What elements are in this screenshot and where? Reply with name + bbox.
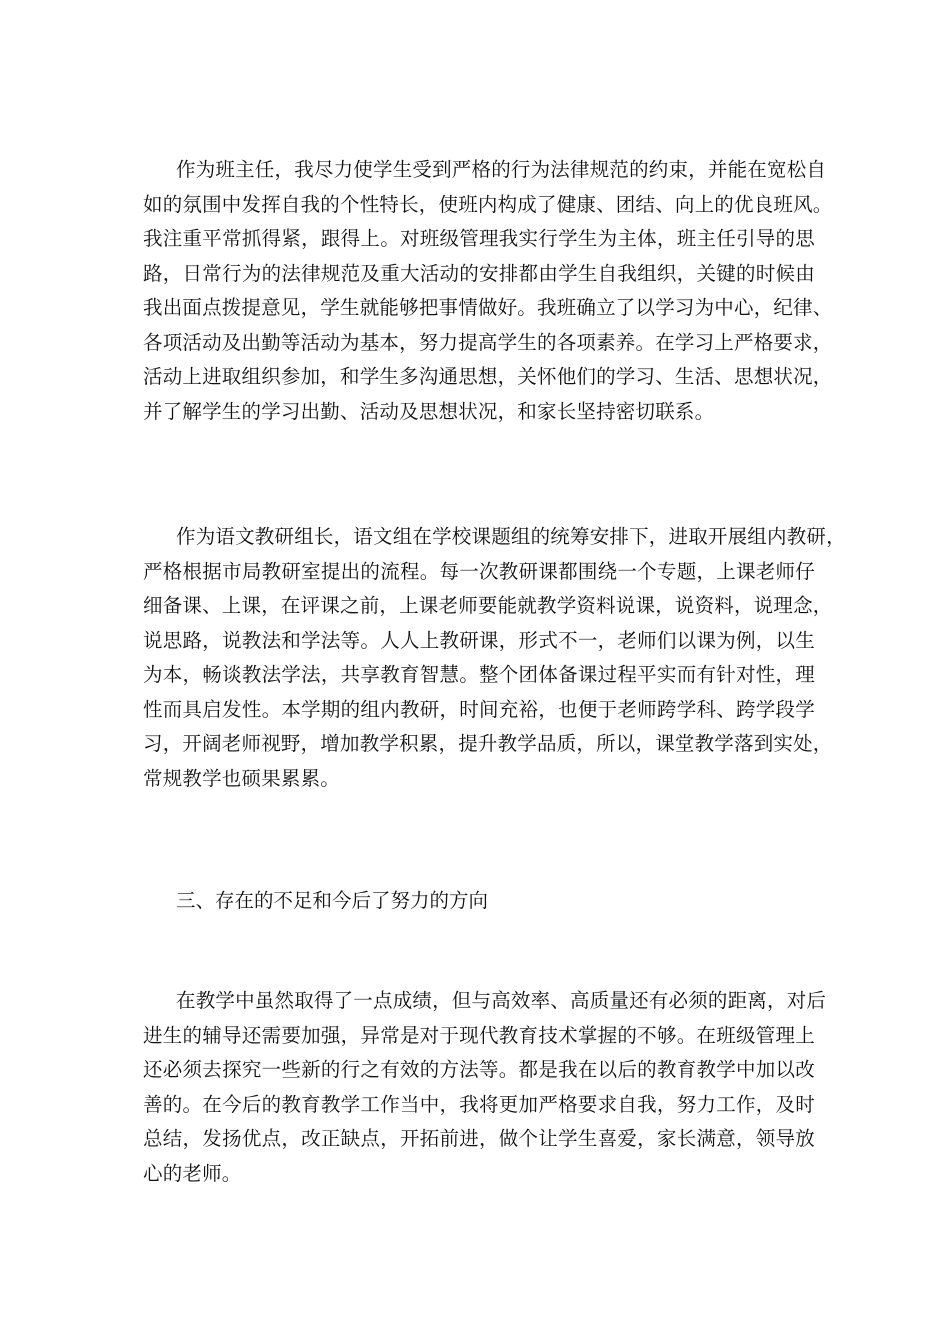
paragraph-line: 常规教学也硕果累累。 xyxy=(143,766,341,790)
paragraph-line: 说思路，说教法和学法等。人人上教研课，形式不一，老师们以课为例，以生 xyxy=(143,628,815,652)
paragraph-line: 我出面点拨提意见，学生就能够把事情做好。我班确立了以学习为中心，纪律、 xyxy=(143,296,833,319)
paragraph-line: 还必须去探究一些新的行之有效的方法等。都是我在以后的教育教学中加以改 xyxy=(143,1058,815,1081)
paragraph-line: 如的氛围中发挥自我的个性特长，使班内构成了健康、团结、向上的优良班风。 xyxy=(143,192,833,216)
paragraph-line: 为本，畅谈教法学法，共享教育智慧。整个团体备课过程平实而有针对性，理 xyxy=(143,663,815,686)
paragraph-shortcomings xyxy=(143,984,827,1191)
paragraph-line: 我注重平常抓得紧，跟得上。对班级管理我实行学生为主体，班主任引导的思 xyxy=(143,227,815,250)
paragraph-teaching-research xyxy=(143,520,846,796)
paragraph-line: 在教学中虽然取得了一点成绩，但与高效率、高质量还有必须的距离，对后 xyxy=(176,989,827,1012)
paragraph-line: 路，日常行为的法律规范及重大活动的安排都由学生自我组织，关键的时候由 xyxy=(143,261,815,285)
paragraph-line: 作为班主任，我尽力使学生受到严格的行为法律规范的约束，并能在宽松自 xyxy=(176,158,827,181)
paragraph-line: 严格根据市局教研室提出的流程。每一次教研课都围绕一个专题，上课老师仔 xyxy=(143,559,815,583)
paragraph-line: 习，开阔老师视野，增加教学积累，提升教学品质，所以，课堂教学落到实处， xyxy=(143,732,833,755)
paragraph-line: 并了解学生的学习出勤、活动及思想状况，和家长坚持密切联系。 xyxy=(143,399,715,423)
paragraph-line: 心的老师。 xyxy=(143,1161,242,1185)
paragraph-line: 总结，发扬优点，改正缺点，开拓前进，做个让学生喜爱，家长满意，领导放 xyxy=(143,1127,815,1150)
paragraph-head-teacher-work xyxy=(143,153,833,429)
paragraph-line: 进生的辅导还需要加强，异常是对于现代教育技术掌握的不够。在班级管理上 xyxy=(143,1023,815,1047)
paragraph-line: 活动上进取组织参加，和学生多沟通思想，关怀他们的学习、生活、思想状况， xyxy=(143,365,833,388)
paragraph-line: 性而具启发性。本学期的组内教研，时间充裕，也便于老师跨学科、跨学段学 xyxy=(143,697,815,721)
paragraph-line: 细备课、上课，在评课之前，上课老师要能就教学资料说课，说资料，说理念， xyxy=(143,594,833,617)
section-heading: 三、存在的不足和今后了努力的方向 xyxy=(176,889,489,912)
paragraph-line: 作为语文教研组长，语文组在学校课题组的统筹安排下，进取开展组内教研， xyxy=(176,525,846,548)
paragraph-line: 善的。在今后的教育教学工作当中，我将更加严格要求自我，努力工作，及时 xyxy=(143,1092,815,1116)
paragraph-line: 各项活动及出勤等活动为基本，努力提高学生的各项素养。在学习上严格要求， xyxy=(143,330,833,354)
